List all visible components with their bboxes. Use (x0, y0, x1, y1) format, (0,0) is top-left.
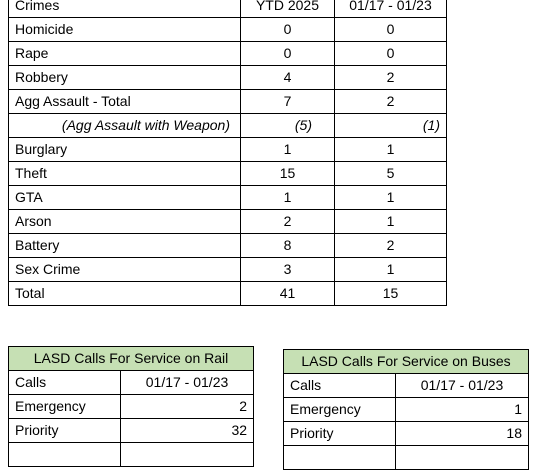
week-value: 2 (335, 90, 447, 114)
week-header: 01/17 - 01/23 (121, 371, 254, 395)
crime-label: Rape (9, 42, 241, 66)
ytd-value: 1 (241, 186, 335, 210)
crime-label: Sex Crime (9, 258, 241, 282)
table-row (284, 446, 529, 470)
table-row (9, 162, 447, 186)
ytd-value: 3 (241, 258, 335, 282)
bus-table-title: LASD Calls For Service on Buses (284, 350, 529, 374)
week-value: 1 (335, 258, 447, 282)
ytd-value: 1 (241, 138, 335, 162)
week-value: 1 (335, 210, 447, 234)
call-label: Emergency (9, 395, 121, 419)
crime-label: Total (9, 282, 241, 306)
call-value: 1 (396, 398, 529, 422)
bus-header-row (284, 374, 529, 398)
table-row (9, 18, 447, 42)
crime-label: Theft (9, 162, 241, 186)
table-row (9, 234, 447, 258)
crime-label: GTA (9, 186, 241, 210)
week-value: 0 (335, 18, 447, 42)
call-value: 32 (121, 419, 254, 443)
crimes-header: Crimes (9, 0, 241, 18)
rail-table-title: LASD Calls For Service on Rail (9, 347, 254, 371)
crime-label: Robbery (9, 66, 241, 90)
call-label: Priority (284, 422, 396, 446)
week-value: (1) (335, 114, 447, 138)
week-value: 2 (335, 66, 447, 90)
table-row (9, 210, 447, 234)
table-row (284, 398, 529, 422)
ytd-value: 2 (241, 210, 335, 234)
table-row (9, 395, 254, 419)
crimes-table (8, 0, 447, 306)
empty-cell (121, 443, 254, 467)
table-row (284, 422, 529, 446)
ytd-value: (5) (241, 114, 335, 138)
crime-label: Burglary (9, 138, 241, 162)
week-value: 0 (335, 42, 447, 66)
ytd-value: 0 (241, 18, 335, 42)
ytd-value: 15 (241, 162, 335, 186)
table-row-subtotal (9, 114, 447, 138)
week-value: 2 (335, 234, 447, 258)
call-value: 18 (396, 422, 529, 446)
crime-label: Arson (9, 210, 241, 234)
table-row (9, 138, 447, 162)
bus-title-row (284, 350, 529, 374)
table-row (9, 419, 254, 443)
rail-header-row (9, 371, 254, 395)
rail-calls-table (8, 346, 254, 467)
empty-cell (9, 443, 121, 467)
week-header: 01/17 - 01/23 (396, 374, 529, 398)
crime-label: Homicide (9, 18, 241, 42)
ytd-header: YTD 2025 (241, 0, 335, 18)
calls-header: Calls (284, 374, 396, 398)
table-row-total (9, 282, 447, 306)
ytd-value: 8 (241, 234, 335, 258)
table-row (9, 186, 447, 210)
crime-label: (Agg Assault with Weapon) (9, 114, 241, 138)
ytd-value: 4 (241, 66, 335, 90)
bus-calls-table (283, 349, 529, 470)
empty-cell (396, 446, 529, 470)
call-value: 2 (121, 395, 254, 419)
table-row (9, 258, 447, 282)
week-value: 1 (335, 138, 447, 162)
calls-header: Calls (9, 371, 121, 395)
week-header: 01/17 - 01/23 (335, 0, 447, 18)
crime-label: Agg Assault - Total (9, 90, 241, 114)
week-value: 15 (335, 282, 447, 306)
week-value: 1 (335, 186, 447, 210)
week-value: 5 (335, 162, 447, 186)
ytd-value: 0 (241, 42, 335, 66)
rail-title-row (9, 347, 254, 371)
call-label: Emergency (284, 398, 396, 422)
ytd-value: 41 (241, 282, 335, 306)
table-row (9, 90, 447, 114)
table-row (9, 66, 447, 90)
table-row (9, 42, 447, 66)
crimes-header-row (9, 0, 447, 18)
ytd-value: 7 (241, 90, 335, 114)
call-label: Priority (9, 419, 121, 443)
crime-label: Battery (9, 234, 241, 258)
table-row (9, 443, 254, 467)
empty-cell (284, 446, 396, 470)
